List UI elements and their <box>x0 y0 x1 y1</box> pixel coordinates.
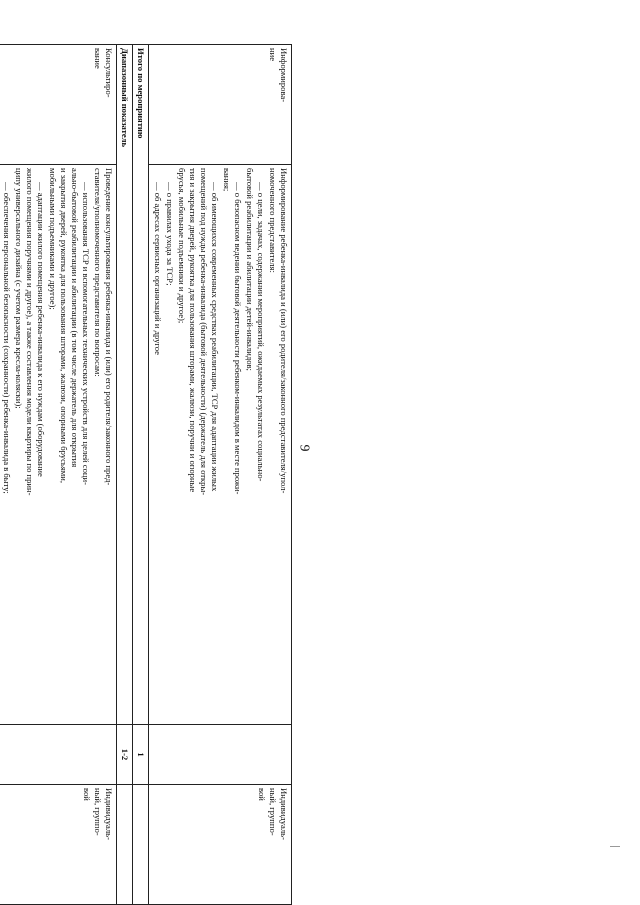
total-value: 1 <box>133 725 149 785</box>
content-paragraph: Проведение консультирования ребенка-инвалида и (или) его родителя/законного пред- ставителя/уполномоченного представителя по вопросам: <box>93 168 114 486</box>
range-label: Диапазонный показатель <box>117 45 133 725</box>
activities-table <box>0 44 292 905</box>
content-paragraph: — о цели, задачах, содержании мероприятий, ожидаемых результатах социально- бытовой реабилитации и абилитации детей-инвалидов; <box>245 168 266 482</box>
scan-mark <box>610 846 620 847</box>
content-paragraph: — об имеющихся современных средствах реабилитации, ТСР для адаптации жилых помещений под нужды ребенка-инвалида (бытовой деятельности) (держатель для откры- тия и закрытия дверей, рукоятка для пользования шторами, жалюзи, поручни и опорные брусья, мобильные подъемники и другое); <box>177 168 220 496</box>
table-row-consulting <box>0 45 117 905</box>
empty-cell <box>0 725 117 785</box>
empty-cell <box>149 725 292 785</box>
activity-name: Информирова- ние <box>268 48 289 103</box>
activity-name-cell <box>0 45 117 165</box>
content-paragraph: — о безопасном ведении бытовой деятельности ребенком-инвалидом в месте прожи- вания; <box>222 168 243 495</box>
table-row-total <box>133 45 149 905</box>
activity-name: Консультиро- вание <box>93 48 114 98</box>
content-paragraph: Информирование ребенка-инвалида и (или) его родителя/законного представителя/упол- номоченного представителя: <box>268 168 289 494</box>
empty-cell <box>117 785 133 905</box>
format-cell <box>0 785 117 905</box>
total-label: Итого по мероприятию <box>133 45 149 725</box>
page-number: 9 <box>296 444 312 452</box>
content-paragraph: — использования ТСР и вспомогательных технических устройств для целей соци- ально-бытовой реабилитации и абилитации (в том числе держатель для открытия и закрытия дверей, рукоятка для пользования шторами, жалюзи, опорными брусьями, мобильными подъемниками и другое); <box>48 168 91 485</box>
format-cell <box>149 785 292 905</box>
empty-cell <box>133 785 149 905</box>
content-paragraph: — адаптации жилого помещения ребенка-инвалида к его нуждам (оборудование жилого помещения поручнями и другое), а также составления модели квартиры по прин- ципу универсального дизайна (с учетом размера кресла-коляски); <box>14 168 46 496</box>
content-paragraph: — об адресах сервисных организаций и другое <box>153 182 163 355</box>
activity-name-cell <box>149 45 292 165</box>
table-row-informing <box>149 45 292 905</box>
content-paragraph: — обеспечения персональной безопасности (сохранности) ребенка-инвалида в быту; <box>2 182 12 494</box>
activity-content-cell <box>0 165 117 725</box>
table-row-range <box>117 45 133 905</box>
activity-format: Индивидуаль- ный, группо- вой <box>82 788 114 840</box>
rotated-table-wrapper <box>2 44 292 904</box>
range-value: 1-2 <box>117 725 133 785</box>
content-paragraph: — о правилах ухода за ТСР; <box>165 182 175 286</box>
activity-content-cell <box>149 165 292 725</box>
activity-format: Индивидуаль- ный, группо- вой <box>257 788 289 840</box>
